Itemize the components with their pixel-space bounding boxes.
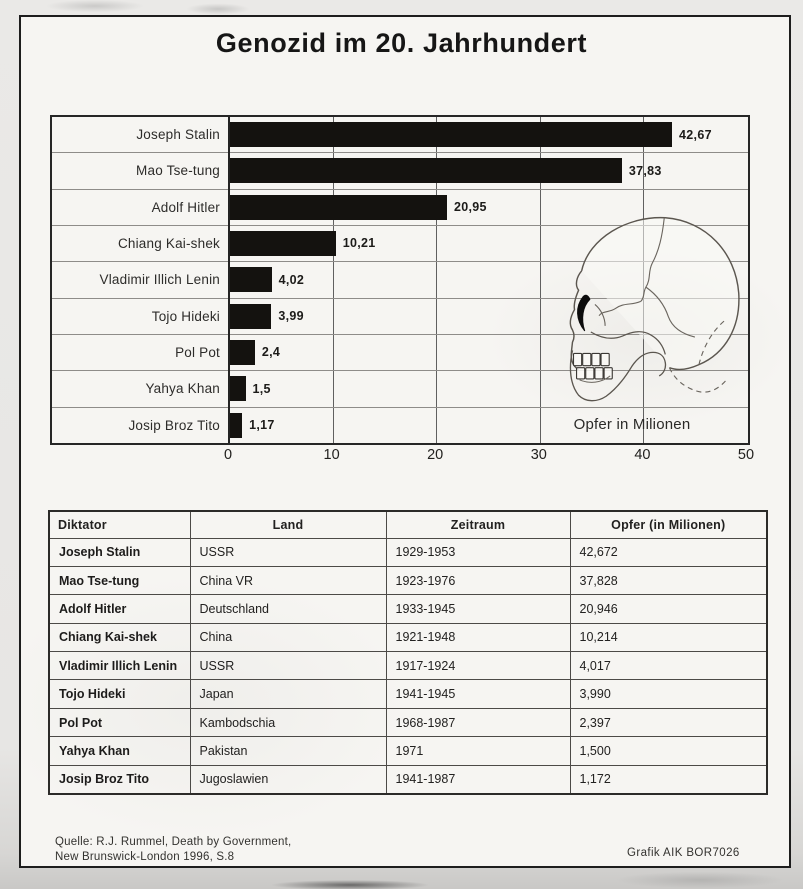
category-label: Tojo Hideki [151,308,220,324]
dictators-table [48,510,768,795]
table-cell: 1971 [386,737,570,765]
bar [230,413,242,438]
category-label: Adolf Hitler [151,199,220,215]
bar [230,122,672,147]
table-cell: USSR [190,652,386,680]
table-row [49,538,767,566]
table-cell: Vladimir Illich Lenin [49,652,190,680]
table-cell: Pakistan [190,737,386,765]
skull-icon [548,207,752,407]
table-cell: 20,946 [570,595,767,623]
x-tick-label: 30 [530,447,547,463]
bar-value-label: 1,17 [249,418,275,433]
table-cell: 1921-1948 [386,623,570,651]
x-tick-label: 40 [634,447,651,463]
table-cell: 10,214 [570,623,767,651]
table-cell: Pol Pot [49,708,190,736]
table-cell: Kambodschia [190,708,386,736]
table-cell: 42,672 [570,538,767,566]
bar-value-label: 1,5 [252,381,271,396]
bar-value-label: 20,95 [454,200,487,215]
table-cell: 1968-1987 [386,708,570,736]
table-cell: China VR [190,566,386,594]
category-label: Josip Broz Tito [128,417,220,433]
table-cell: 37,828 [570,566,767,594]
table-cell: Jugoslawien [190,765,386,793]
table-cell: 1,172 [570,765,767,793]
category-label: Mao Tse-tung [136,163,220,179]
chart-row [52,153,748,189]
table-row [49,765,767,793]
table-cell: Mao Tse-tung [49,566,190,594]
bar-value-label: 3,99 [278,309,304,324]
source-line-1: Quelle: R.J. Rummel, Death by Government, [55,836,292,848]
table-cell: 1933-1945 [386,595,570,623]
x-tick-label: 50 [737,447,755,463]
column-header: Land [190,511,386,538]
x-tick-label: 0 [223,447,233,463]
table-cell: 1941-1945 [386,680,570,708]
source-citation [55,835,291,864]
table-cell: 1929-1953 [386,538,570,566]
table-cell: China [190,623,386,651]
bar-value-label: 37,83 [628,163,662,178]
table-row [49,566,767,594]
table-row [49,652,767,680]
table-cell: 2,397 [570,708,767,736]
bar-value-label: 10,21 [342,236,376,251]
table-cell: Chiang Kai-shek [49,623,190,651]
table-row [49,680,767,708]
bar-value-label: 42,67 [679,127,712,142]
table-cell: 4,017 [570,652,767,680]
table-cell: Tojo Hideki [49,680,190,708]
bar [230,340,255,365]
table-cell: 1941-1987 [386,765,570,793]
table-body [49,538,767,794]
x-tick-label: 20 [427,447,444,463]
column-header: Diktator [49,511,190,538]
bar-value-label: 2,4 [261,345,281,360]
source-line-2: New Brunswick-London 1996, S.8 [55,850,235,863]
table-row [49,708,767,736]
x-axis-ticks [50,447,755,467]
bar [230,158,622,183]
y-axis-line [228,117,230,443]
graphic-credit: Grafik AIK BOR7026 [627,847,740,859]
table-row [49,623,767,651]
bar [230,267,272,292]
category-label: Vladimir Illich Lenin [99,272,220,288]
table-cell: 1923-1976 [386,566,570,594]
bar [230,231,336,256]
chart-row [52,117,748,153]
column-header: Opfer (in Milionen) [570,511,767,538]
category-label: Yahya Khan [145,381,220,397]
bar [230,376,246,401]
table-cell: Deutschland [190,595,386,623]
table-header-row [49,511,767,538]
table-cell: 1917-1924 [386,652,570,680]
table-cell: Japan [190,680,386,708]
category-label: Pol Pot [175,345,220,361]
category-label: Chiang Kai-shek [117,236,220,252]
table-cell: Yahya Khan [49,737,190,765]
table-row [49,737,767,765]
bar-chart [50,115,750,445]
x-tick-label: 10 [323,447,340,463]
table-header [49,511,767,538]
bar [230,304,271,329]
table-cell: Adolf Hitler [49,595,190,623]
table-cell: Joseph Stalin [49,538,190,566]
category-label: Joseph Stalin [136,127,220,143]
bar [230,195,447,220]
table-cell: Josip Broz Tito [49,765,190,793]
table-row [49,595,767,623]
table-cell: 3,990 [570,680,767,708]
table-cell: USSR [190,538,386,566]
column-header: Zeitraum [386,511,570,538]
axis-caption: Opfer in Milionen [573,416,691,433]
page-title: Genozid im 20. Jahrhundert [215,28,588,58]
bar-value-label: 4,02 [278,272,305,287]
table-cell: 1,500 [570,737,767,765]
